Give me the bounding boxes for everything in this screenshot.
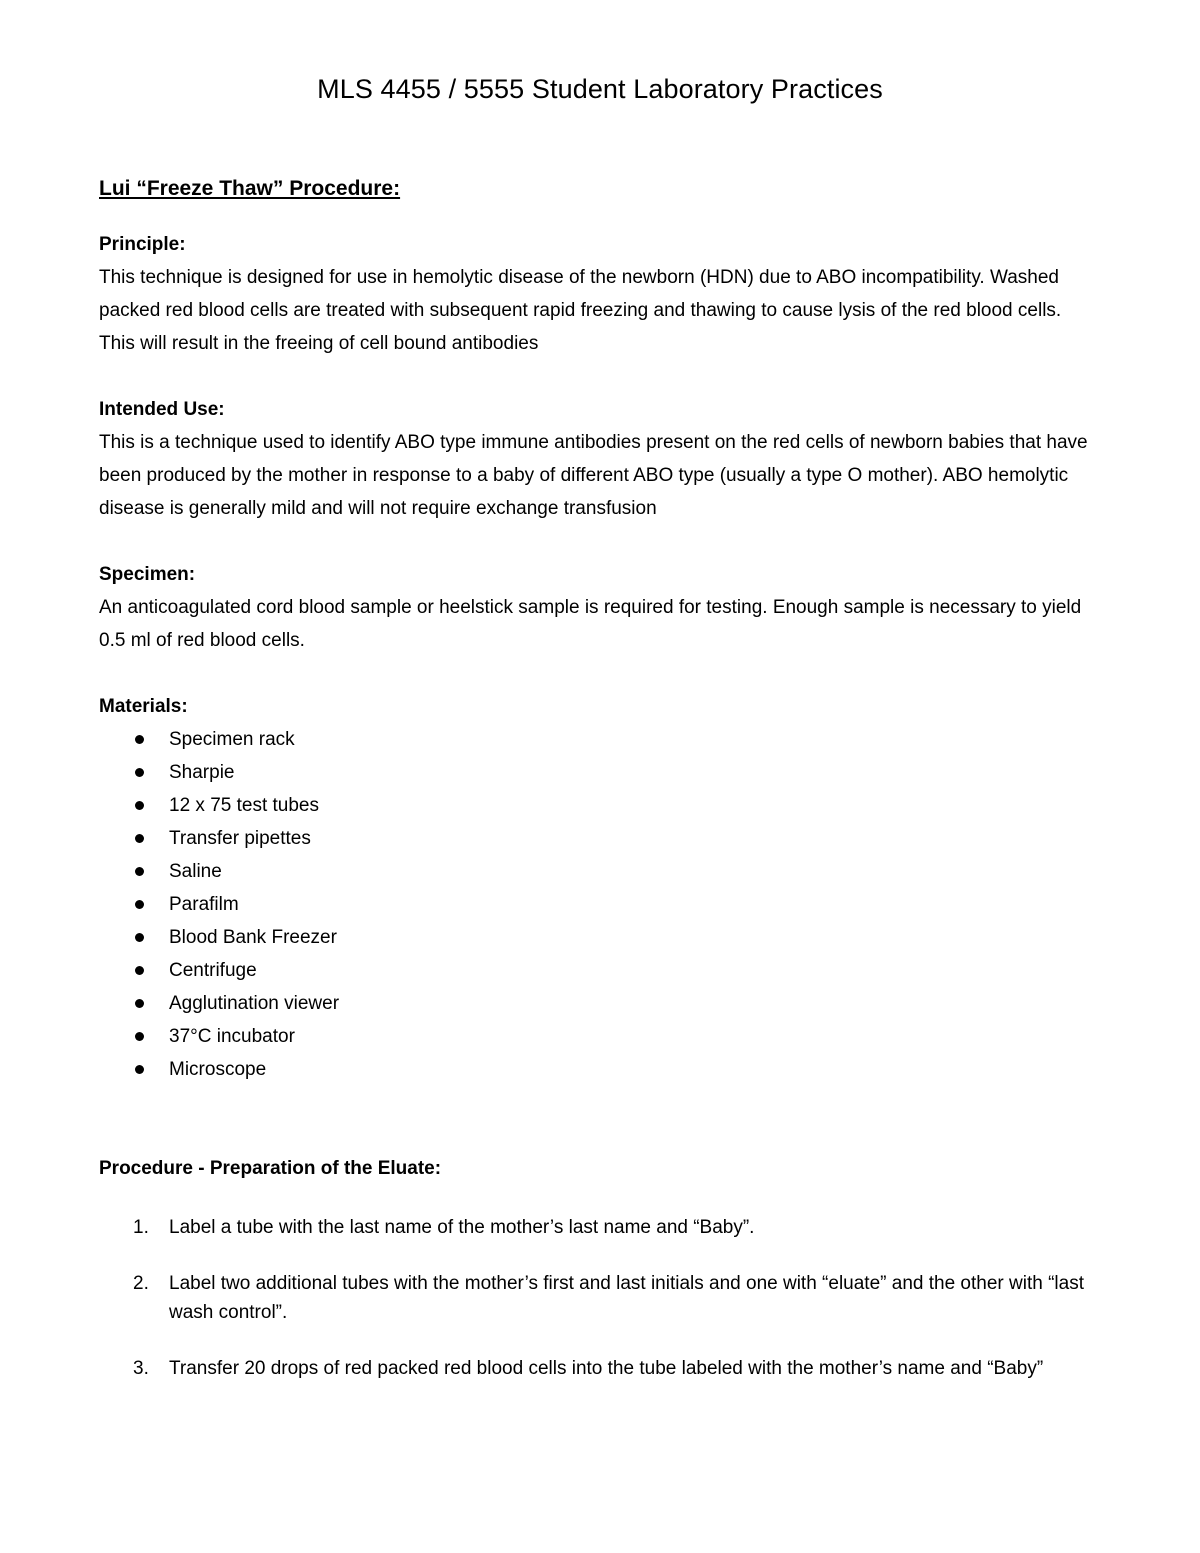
procedure-step: 2. Label two additional tubes with the mother’s first and last initials and one with “eluate” and the other with “last wash control”. [133, 1273, 1084, 1323]
bullet-icon [135, 900, 144, 909]
bullet-icon [135, 933, 144, 942]
specimen-label: Specimen: [99, 564, 196, 585]
list-item: Transfer pipettes [99, 822, 1099, 855]
procedure-label: Procedure - Preparation of the Eluate: [99, 1158, 442, 1179]
list-item: Sharpie [99, 756, 1099, 789]
materials-label: Materials: [99, 696, 188, 717]
bullet-icon [135, 735, 144, 744]
list-item: Saline [99, 855, 1099, 888]
bullet-icon [135, 834, 144, 843]
list-item: Centrifuge [99, 954, 1099, 987]
materials-list [99, 723, 1099, 1086]
principle-section [99, 228, 1099, 360]
procedure-title: Lui “Freeze Thaw” Procedure: [99, 177, 401, 200]
bullet-icon [135, 867, 144, 876]
list-item: Specimen rack [99, 723, 1099, 756]
specimen-section [99, 558, 1099, 657]
bullet-icon [135, 1065, 144, 1074]
procedure-steps [99, 1213, 1099, 1383]
bullet-icon [135, 1032, 144, 1041]
list-item: 12 x 75 test tubes [99, 789, 1099, 822]
list-item: Agglutination viewer [99, 987, 1099, 1020]
page-title: MLS 4455 / 5555 Student Laboratory Practices [317, 74, 883, 104]
intended-use-label: Intended Use: [99, 399, 225, 420]
bullet-icon [135, 768, 144, 777]
specimen-text: An anticoagulated cord blood sample or heelstick sample is required for testing. Enough sample is necessary to yield 0.5 ml of red blood cells. [99, 597, 1082, 651]
bullet-icon [135, 801, 144, 810]
procedure-step: 1. Label a tube with the last name of the mother’s last name and “Baby”. [133, 1217, 755, 1238]
list-item: Microscope [99, 1053, 1099, 1086]
bullet-icon [135, 966, 144, 975]
list-item: Parafilm [99, 888, 1099, 921]
intended-use-text: This is a technique used to identify ABO type immune antibodies present on the red cells of newborn babies that have been produced by the mother in response to a baby of different ABO type (usually a type O mother). ABO hemolytic disease is generally mild and will not require exchange transfusion [99, 432, 1088, 519]
materials-section [99, 690, 1099, 1086]
list-item: Blood Bank Freezer [99, 921, 1099, 954]
bullet-icon [135, 999, 144, 1008]
procedure-section [99, 1152, 1099, 1410]
list-item: 37°C incubator [99, 1020, 1099, 1053]
procedure-step: 3. Transfer 20 drops of red packed red blood cells into the tube labeled with the mother’s name and “Baby” [133, 1358, 1044, 1379]
principle-text: This technique is designed for use in hemolytic disease of the newborn (HDN) due to ABO incompatibility. Washed packed red blood cells are treated with subsequent rapid freezing and thawing to cause lysis of the red blood cells. This will result in the freeing of cell bound antibodies [99, 267, 1062, 354]
intended-use-section [99, 393, 1099, 525]
principle-label: Principle: [99, 234, 186, 255]
